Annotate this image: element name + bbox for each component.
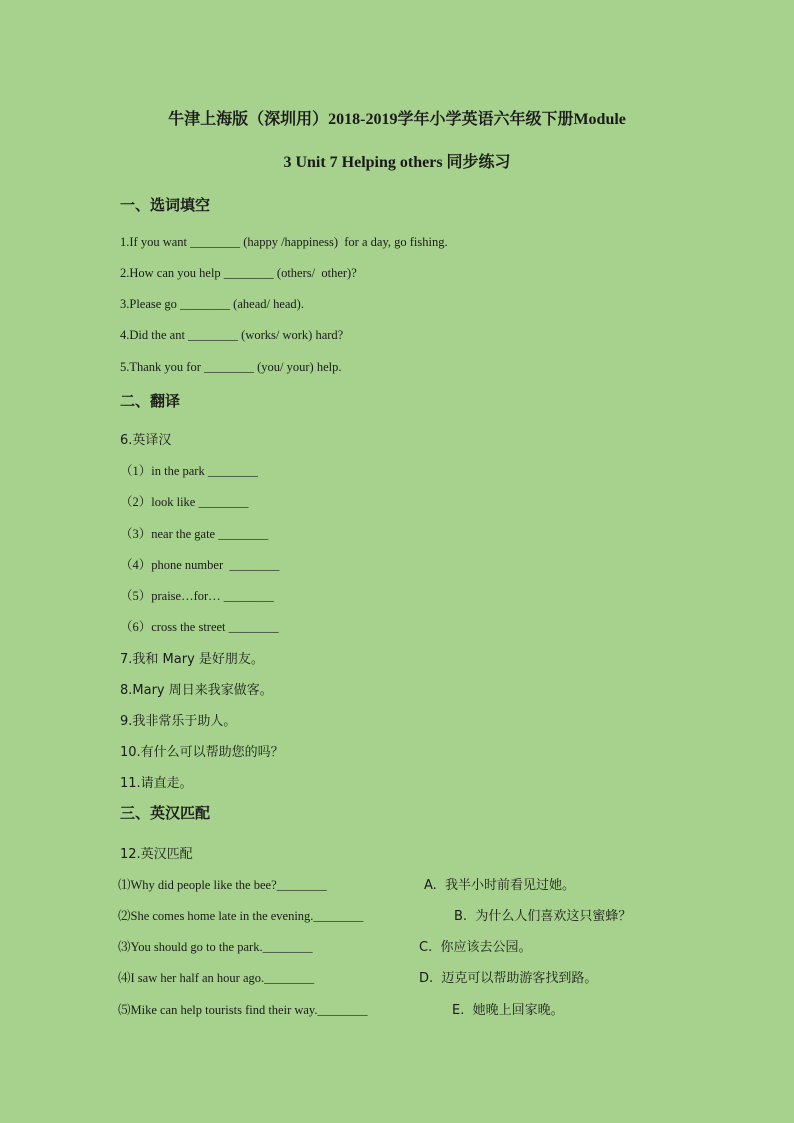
match-left-4: ⑷I saw her half an hour ago.________ xyxy=(118,971,315,985)
translate-item-10: 10.有什么可以帮助您的吗？ xyxy=(120,745,284,760)
match-right-c: C. 你应该去公园。 xyxy=(419,940,532,955)
match-left-2: ⑵She comes home late in the evening.________ xyxy=(118,909,364,923)
match-right-a: A. 我半小时前看见过她。 xyxy=(424,878,576,893)
phrase-6: （6）cross the street ________ xyxy=(120,620,279,634)
section1-heading: 一、选词填空 xyxy=(120,196,211,214)
fill-item-1: 1.If you want ________ (happy /happiness) for a day, go fishing. xyxy=(120,235,448,249)
translate-item-8: 8.Mary 周日来我家做客。 xyxy=(120,683,273,698)
match-left-5: ⑸Mike can help tourists find their way.________ xyxy=(118,1003,368,1017)
fill-item-4: 4.Did the ant ________ (works/ work) hard? xyxy=(120,328,344,342)
phrase-5: （5）praise…for… ________ xyxy=(120,589,274,603)
translate-item-7: 7.我和 Mary 是好朋友。 xyxy=(120,652,264,667)
match-right-b: B. 为什么人们喜欢这只蜜蜂？ xyxy=(454,909,632,924)
match-left-3: ⑶You should go to the park.________ xyxy=(118,940,313,954)
question-12: 12.英汉匹配 xyxy=(120,847,193,862)
section3-heading: 三、英汉匹配 xyxy=(120,804,211,822)
phrase-1: （1）in the park ________ xyxy=(120,464,258,478)
document-title-line1: 牛津上海版（深圳用）2018-2019学年小学英语六年级下册Module xyxy=(168,111,626,128)
fill-item-5: 5.Thank you for ________ (you/ your) help. xyxy=(120,360,342,374)
fill-item-3: 3.Please go ________ (ahead/ head). xyxy=(120,297,304,311)
question-6: 6.英译汉 xyxy=(120,433,172,448)
phrase-3: （3）near the gate ________ xyxy=(120,527,269,541)
match-right-d: D. 迈克可以帮助游客找到路。 xyxy=(419,971,598,986)
translate-item-11: 11.请直走。 xyxy=(120,776,193,791)
translate-item-9: 9.我非常乐于助人。 xyxy=(120,714,237,729)
match-right-e: E. 她晚上回家晚。 xyxy=(452,1003,564,1018)
fill-item-2: 2.How can you help ________ (others/ other)? xyxy=(120,266,357,280)
section2-heading: 二、翻译 xyxy=(120,392,181,410)
document-title-line2: 3 Unit 7 Helping others 同步练习 xyxy=(283,154,511,171)
phrase-2: （2）look like ________ xyxy=(120,495,249,509)
match-left-1: ⑴Why did people like the bee?________ xyxy=(118,878,327,892)
phrase-4: （4）phone number ________ xyxy=(120,558,280,572)
